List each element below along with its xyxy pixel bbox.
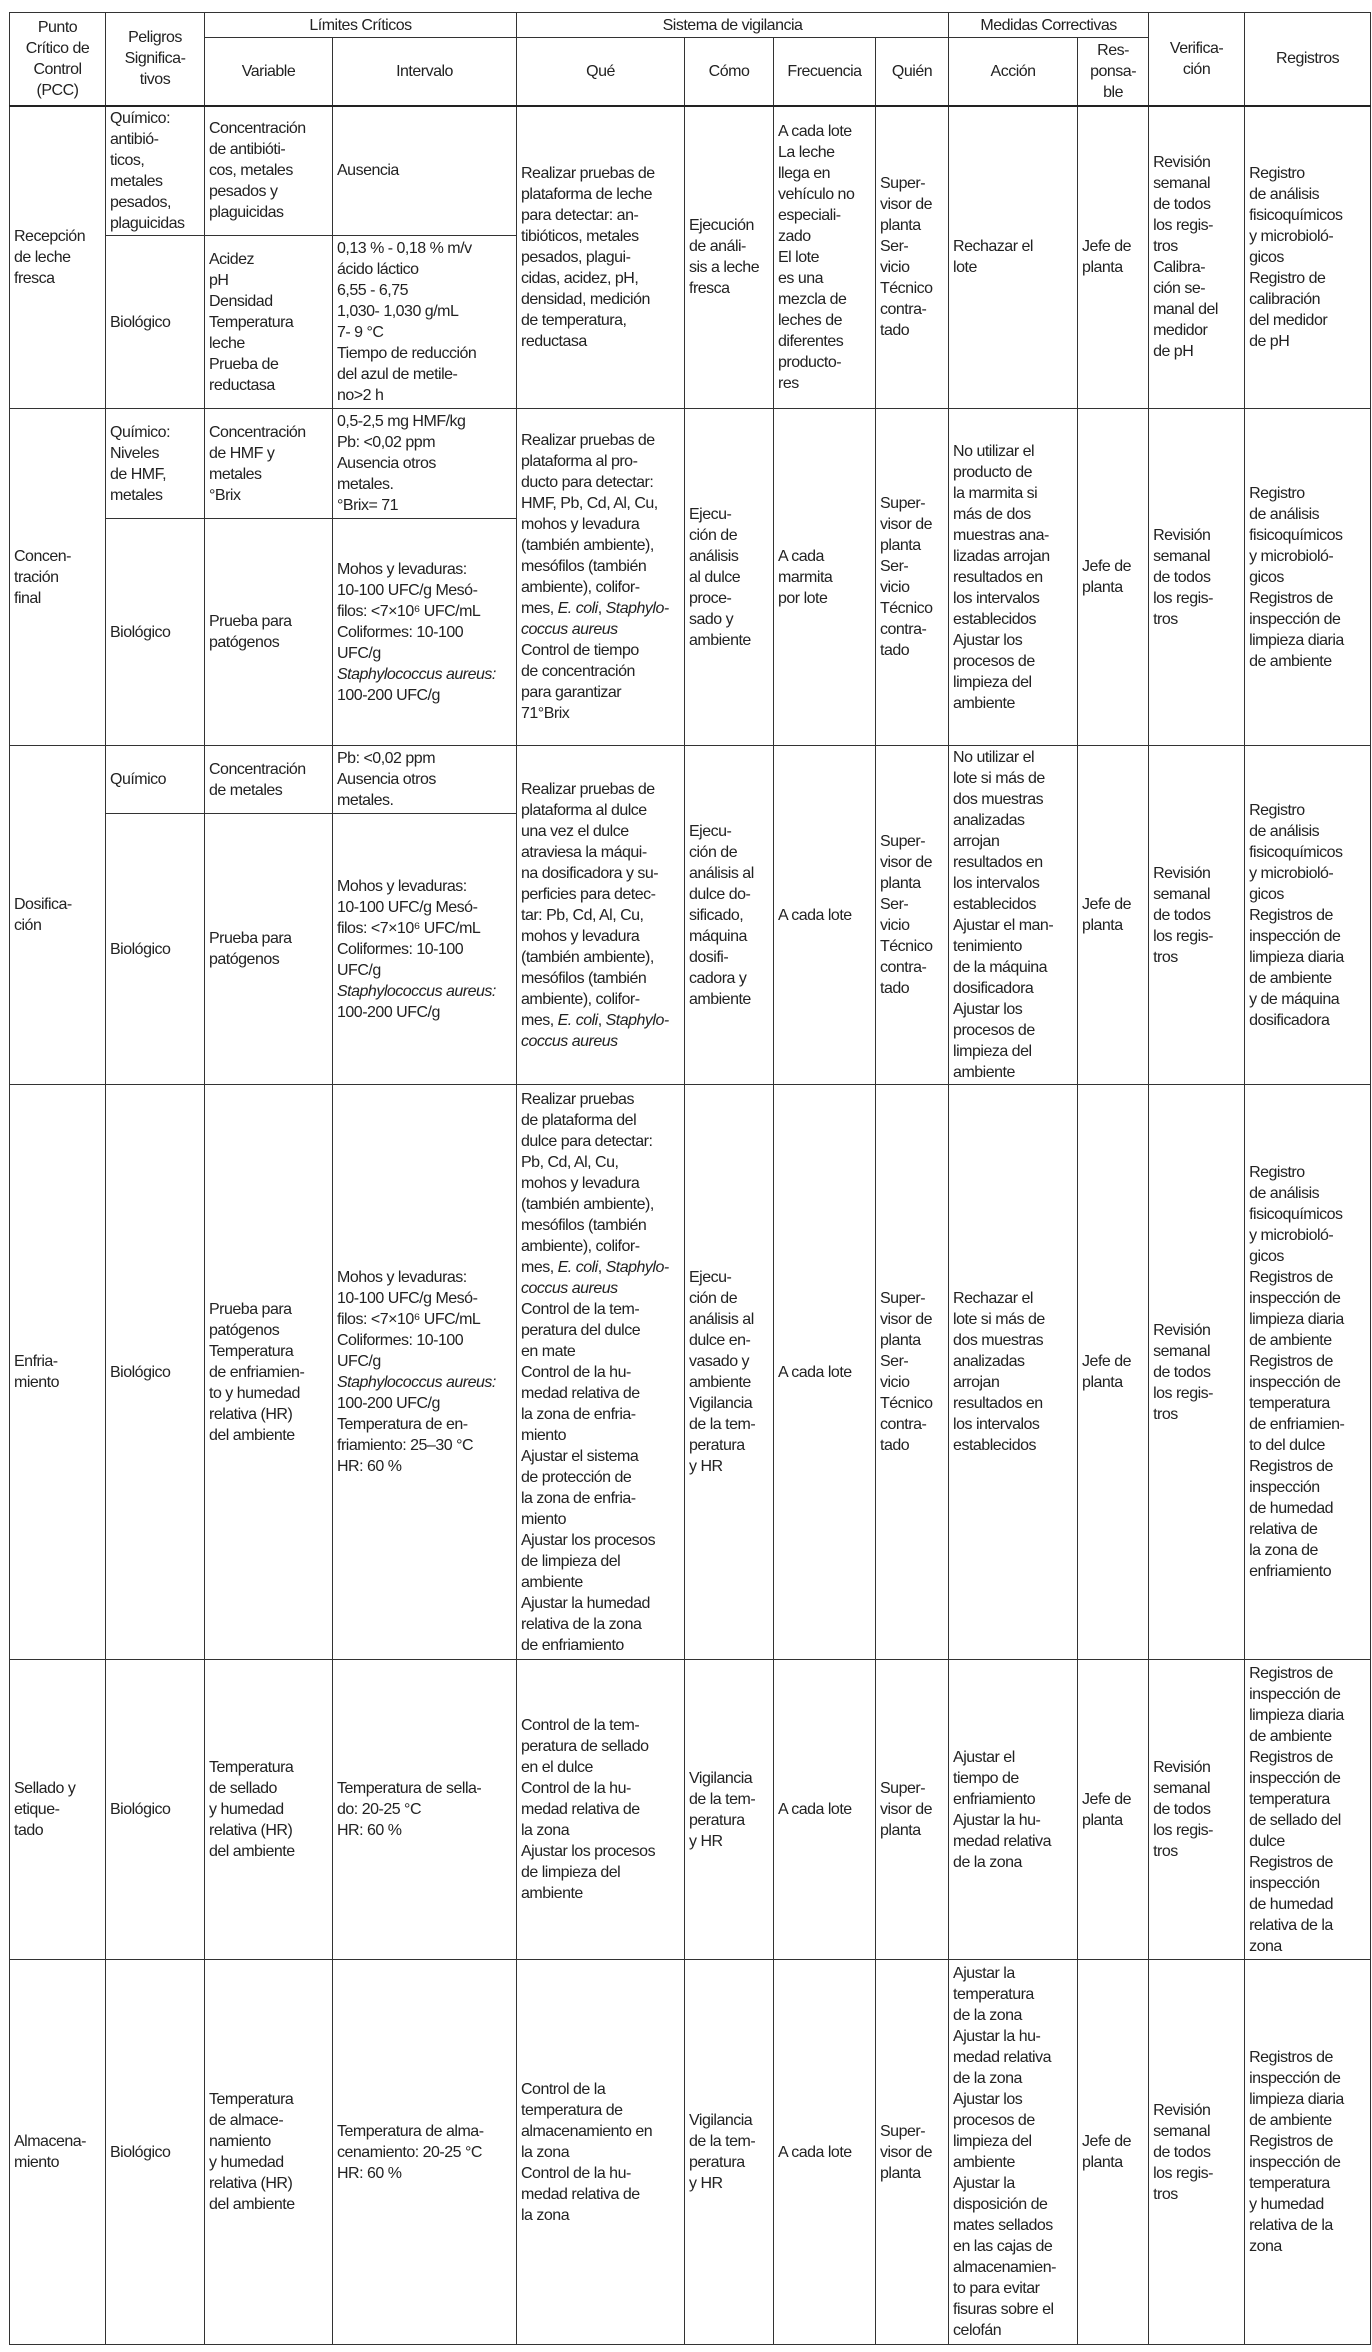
header-what: Qué	[517, 38, 685, 106]
what-cell: Control de la tem- peratura de sellado en el dulce Control de la hu- medad relativa de la zona Ajustar los procesos de limpieza del ambiente	[517, 1660, 685, 1960]
limit-interval-cell: 0,5-2,5 mg HMF/kg Pb: <0,02 ppm Ausencia otros metales. °Brix= 71	[333, 409, 517, 519]
pcc-cell: Recepción de leche fresca	[10, 106, 106, 409]
hazard-type-cell: Biológico	[106, 1085, 205, 1660]
pcc-cell: Concen- tración final	[10, 409, 106, 746]
who-cell: Super- visor de planta	[876, 1960, 949, 2345]
limit-variable-cell: Concentración de HMF y metales °Brix	[205, 409, 333, 519]
what-cell: Realizar pruebas de plataforma al dulce una vez el dulce atraviesa la máqui- na dosificadora y su- perficies para detec- tar: Pb, Cd, Al, Cu, mohos y levadura (también ambiente), mesófilos (también ambiente), colifor- mes, E. coli, Staphylo- coccus aureus	[517, 746, 685, 1085]
frequency-cell: A cada lote	[774, 1960, 876, 2345]
responsible-cell: Jefe de planta	[1078, 409, 1149, 746]
table-row	[10, 1660, 1371, 1960]
header-frequency: Frecuencia	[774, 38, 876, 106]
header-how: Cómo	[685, 38, 774, 106]
table-header	[10, 13, 1371, 106]
what-cell: Realizar pruebas de plataforma de leche para detectar: an- tibióticos, metales pesados, plagui- cidas, acidez, pH, densidad, medición de temperatura, reductasa	[517, 106, 685, 409]
responsible-cell: Jefe de planta	[1078, 1085, 1149, 1660]
limit-variable-cell: Concentración de antibióti- cos, metales pesados y plaguicidas	[205, 106, 333, 236]
how-cell: Ejecu- ción de análisis al dulce do- sificado, máquina dosifi- cadora y ambiente	[685, 746, 774, 1085]
responsible-cell: Jefe de planta	[1078, 1660, 1149, 1960]
hazard-type-cell: Químico	[106, 746, 205, 814]
limit-interval-cell: Temperatura de sella- do: 20-25 °C HR: 60 %	[333, 1660, 517, 1960]
responsible-cell: Jefe de planta	[1078, 106, 1149, 409]
frequency-cell: A cada lote	[774, 746, 876, 1085]
verification-cell: Revisión semanal de todos los regis- tros	[1149, 1660, 1245, 1960]
header-responsible: Res- ponsa- ble	[1078, 38, 1149, 106]
hazard-type-cell: Biológico	[106, 519, 205, 746]
how-cell: Ejecución de análi- sis a leche fresca	[685, 106, 774, 409]
header-interval: Intervalo	[333, 38, 517, 106]
frequency-cell: A cada marmita por lote	[774, 409, 876, 746]
header-variable: Variable	[205, 38, 333, 106]
limit-variable-cell: Prueba para patógenos	[205, 519, 333, 746]
limit-interval-cell: Mohos y levaduras: 10-100 UFC/g Mesó- filos: <7×10⁶ UFC/mL Coliformes: 10-100 UFC/g Staphylococcus aureus: 100-200 UFC/g Temperatura de en- friamiento: 25–30 °C HR: 60 %	[333, 1085, 517, 1660]
action-cell: Ajustar el tiempo de enfriamiento Ajustar la hu- medad relativa de la zona	[949, 1660, 1078, 1960]
pcc-cell: Sellado y etique- tado	[10, 1660, 106, 1960]
limit-interval-cell: Temperatura de alma- cenamiento: 20-25 °C HR: 60 %	[333, 1960, 517, 2345]
hazard-type-cell: Biológico	[106, 814, 205, 1085]
what-cell: Control de la temperatura de almacenamiento en la zona Control de la hu- medad relativa de la zona	[517, 1960, 685, 2345]
header-action: Acción	[949, 38, 1078, 106]
verification-cell: Revisión semanal de todos los regis- tros	[1149, 746, 1245, 1085]
how-cell: Vigilancia de la tem- peratura y HR	[685, 1960, 774, 2345]
who-cell: Super- visor de planta Ser- vicio Técnico contra- tado	[876, 746, 949, 1085]
action-cell: Rechazar el lote si más de dos muestras analizadas arrojan resultados en los intervalos establecidos	[949, 1085, 1078, 1660]
verification-cell: Revisión semanal de todos los regis- tros	[1149, 1960, 1245, 2345]
limit-variable-cell: Prueba para patógenos Temperatura de enfriamien- to y humedad relativa (HR) del ambiente	[205, 1085, 333, 1660]
hazard-type-cell: Biológico	[106, 1960, 205, 2345]
table-row	[10, 1085, 1371, 1660]
table-row	[10, 1960, 1371, 2345]
frequency-cell: A cada lote	[774, 1085, 876, 1660]
limit-interval-cell: 0,13 % - 0,18 % m/v ácido láctico 6,55 - 6,75 1,030- 1,030 g/mL 7- 9 °C Tiempo de reducción del azul de metile- no>2 h	[333, 236, 517, 409]
header-records: Registros	[1245, 13, 1371, 106]
action-cell: No utilizar el lote si más de dos muestras analizadas arrojan resultados en los intervalos establecidos Ajustar el man- tenimiento de la máquina dosificadora Ajustar los procesos de limpieza del ambiente	[949, 746, 1078, 1085]
records-cell: Registros de inspección de limpieza diaria de ambiente Registros de inspección de temperatura y humedad relativa de la zona	[1245, 1960, 1371, 2345]
hazard-type-cell: Químico: antibió- ticos, metales pesados, plaguicidas	[106, 106, 205, 236]
limit-interval-cell: Ausencia	[333, 106, 517, 236]
responsible-cell: Jefe de planta	[1078, 746, 1149, 1085]
verification-cell: Revisión semanal de todos los regis- tros	[1149, 409, 1245, 746]
pcc-cell: Dosifica- ción	[10, 746, 106, 1085]
table-row	[10, 409, 1371, 519]
pcc-cell: Enfria- miento	[10, 1085, 106, 1660]
table-row	[10, 746, 1371, 814]
how-cell: Ejecu- ción de análisis al dulce proce- sado y ambiente	[685, 409, 774, 746]
limit-variable-cell: Prueba para patógenos	[205, 814, 333, 1085]
header-monitoring: Sistema de vigilancia	[517, 13, 949, 38]
who-cell: Super- visor de planta Ser- vicio Técnico contra- tado	[876, 106, 949, 409]
records-cell: Registros de inspección de limpieza diaria de ambiente Registros de inspección de temperatura de sellado del dulce Registros de inspección de humedad relativa de la zona	[1245, 1660, 1371, 1960]
header-critical-limits: Límites Críticos	[205, 13, 517, 38]
who-cell: Super- visor de planta	[876, 1660, 949, 1960]
records-cell: Registro de análisis fisicoquímicos y microbioló- gicos Registros de inspección de limpieza diaria de ambiente	[1245, 409, 1371, 746]
header-verification: Verifica- ción	[1149, 13, 1245, 106]
limit-variable-cell: Acidez pH Densidad Temperatura leche Prueba de reductasa	[205, 236, 333, 409]
who-cell: Super- visor de planta Ser- vicio Técnico contra- tado	[876, 409, 949, 746]
limit-variable-cell: Temperatura de sellado y humedad relativa (HR) del ambiente	[205, 1660, 333, 1960]
limit-interval-cell: Mohos y levaduras: 10-100 UFC/g Mesó- filos: <7×10⁶ UFC/mL Coliformes: 10-100 UFC/g Staphylococcus aureus: 100-200 UFC/g	[333, 814, 517, 1085]
header-pcc: Punto Crítico de Control (PCC)	[10, 13, 106, 106]
header-who: Quién	[876, 38, 949, 106]
header-corrective: Medidas Correctivas	[949, 13, 1149, 38]
frequency-cell: A cada lote La leche llega en vehículo no especiali- zado El lote es una mezcla de leches de diferentes producto- res	[774, 106, 876, 409]
what-cell: Realizar pruebas de plataforma del dulce para detectar: Pb, Cd, Al, Cu, mohos y levadura (también ambiente), mesófilos (también ambiente), colifor- mes, E. coli, Staphylo- coccus aureus Control de la tem- peratura del dulce en mate Control de la hu- medad relativa de la zona de enfria- miento Ajustar el sistema de protección de la zona de enfria- miento Ajustar los procesos de limpieza del ambiente Ajustar la humedad relativa de la zona de enfriamiento	[517, 1085, 685, 1660]
limit-variable-cell: Concentración de metales	[205, 746, 333, 814]
verification-cell: Revisión semanal de todos los regis- tros Calibra- ción se- manal del medidor de pH	[1149, 106, 1245, 409]
verification-cell: Revisión semanal de todos los regis- tros	[1149, 1085, 1245, 1660]
records-cell: Registro de análisis fisicoquímicos y microbioló- gicos Registro de calibración del medidor de pH	[1245, 106, 1371, 409]
hazard-type-cell: Biológico	[106, 1660, 205, 1960]
action-cell: Ajustar la temperatura de la zona Ajustar la hu- medad relativa de la zona Ajustar los procesos de limpieza del ambiente Ajustar la disposición de mates sellados en las cajas de almacenamien- to para evitar fisuras sobre el celofán	[949, 1960, 1078, 2345]
table-row	[10, 106, 1371, 236]
records-cell: Registro de análisis fisicoquímicos y microbioló- gicos Registros de inspección de limpieza diaria de ambiente y de máquina dosificadora	[1245, 746, 1371, 1085]
how-cell: Ejecu- ción de análisis al dulce en- vasado y ambiente Vigilancia de la tem- peratura y HR	[685, 1085, 774, 1660]
hazard-type-cell: Biológico	[106, 236, 205, 409]
header-hazards: Peligros Significa- tivos	[106, 13, 205, 106]
records-cell: Registro de análisis fisicoquímicos y microbioló- gicos Registros de inspección de limpieza diaria de ambiente Registros de inspección de temperatura de enfriamien- to del dulce Registros de inspección de humedad relativa de la zona de enfriamiento	[1245, 1085, 1371, 1660]
responsible-cell: Jefe de planta	[1078, 1960, 1149, 2345]
how-cell: Vigilancia de la tem- peratura y HR	[685, 1660, 774, 1960]
hazard-type-cell: Químico: Niveles de HMF, metales	[106, 409, 205, 519]
table-body	[10, 106, 1371, 2345]
haccp-table	[9, 12, 1371, 2345]
who-cell: Super- visor de planta Ser- vicio Técnico contra- tado	[876, 1085, 949, 1660]
action-cell: Rechazar el lote	[949, 106, 1078, 409]
frequency-cell: A cada lote	[774, 1660, 876, 1960]
pcc-cell: Almacena- miento	[10, 1960, 106, 2345]
limit-interval-cell: Pb: <0,02 ppm Ausencia otros metales.	[333, 746, 517, 814]
limit-variable-cell: Temperatura de almace- namiento y humedad relativa (HR) del ambiente	[205, 1960, 333, 2345]
limit-interval-cell: Mohos y levaduras: 10-100 UFC/g Mesó- filos: <7×10⁶ UFC/mL Coliformes: 10-100 UFC/g Staphylococcus aureus: 100-200 UFC/g	[333, 519, 517, 746]
what-cell: Realizar pruebas de plataforma al pro- ducto para detectar: HMF, Pb, Cd, Al, Cu, mohos y levadura (también ambiente), mesófilos (también ambiente), colifor- mes, E. coli, Staphylo- coccus aureus Control de tiempo de concentración para garantizar 71°Brix	[517, 409, 685, 746]
action-cell: No utilizar el producto de la marmita si más de dos muestras ana- lizadas arrojan resultados en los intervalos establecidos Ajustar los procesos de limpieza del ambiente	[949, 409, 1078, 746]
